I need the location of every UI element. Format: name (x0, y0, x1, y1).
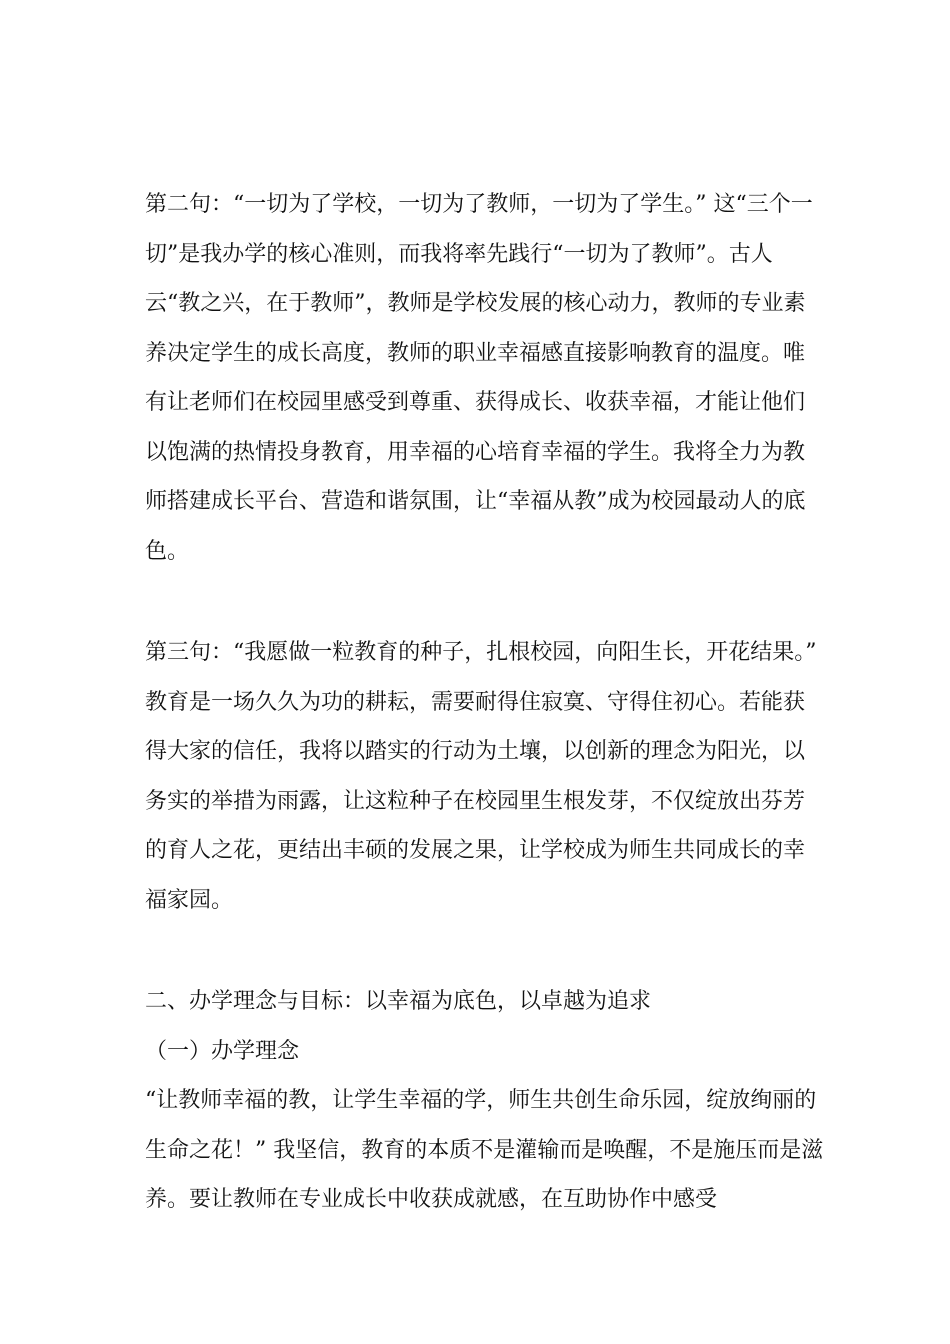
paragraph-school-philosophy: “让教师幸福的教，让学生幸福的学，师生共创生命乐园，绽放绚丽的生命之花！” 我坚信，教育的本质不是灌输而是唤醒，不是施压而是滋养。要让教师在专业成长中收获成就感，在互助协作中感受 (145, 1088, 824, 1212)
subsection-heading: （一）办学理念 (145, 1038, 300, 1064)
paragraph-spacer (145, 576, 825, 628)
paragraph-second-sentence: 第二句：“一切为了学校，一切为了教师，一切为了学生。” 这“三个一切”是我办学的核心准则，而我将率先践行“一切为了教师”。古人云“教之兴，在于教师”，教师是学校发展的核心动力，教师的专业素养决定学生的成长高度，教师的职业幸福感直接影响教育的温度。唯有让老师们在校园里感受到尊重、获得成长、收获幸福，才能让他们以饱满的热情投身教育，用幸福的心培育幸福的学生。我将全力为教师搭建成长平台、营造和谐氛围，让“幸福从教”成为校园最动人的底色。 (145, 192, 813, 564)
section-heading: 二、办学理念与目标：以幸福为底色，以卓越为追求 (145, 989, 652, 1014)
paragraph-third-sentence: 第三句：“我愿做一粒教育的种子，扎根校园，向阳生长，开花结果。” 教育是一场久久为功的耕耘，需要耐得住寂寞、守得住初心。若能获得大家的信任，我将以踏实的行动为土壤，以创新的理念为阳光，以务实的举措为雨露，让这粒种子在校园里生根发芽，不仅绽放出芬芳的育人之花，更结出丰硕的发展之果，让学校成为师生共同成长的幸福家园。 (145, 640, 817, 913)
paragraph-spacer (145, 925, 825, 977)
document-body (145, 180, 825, 1225)
